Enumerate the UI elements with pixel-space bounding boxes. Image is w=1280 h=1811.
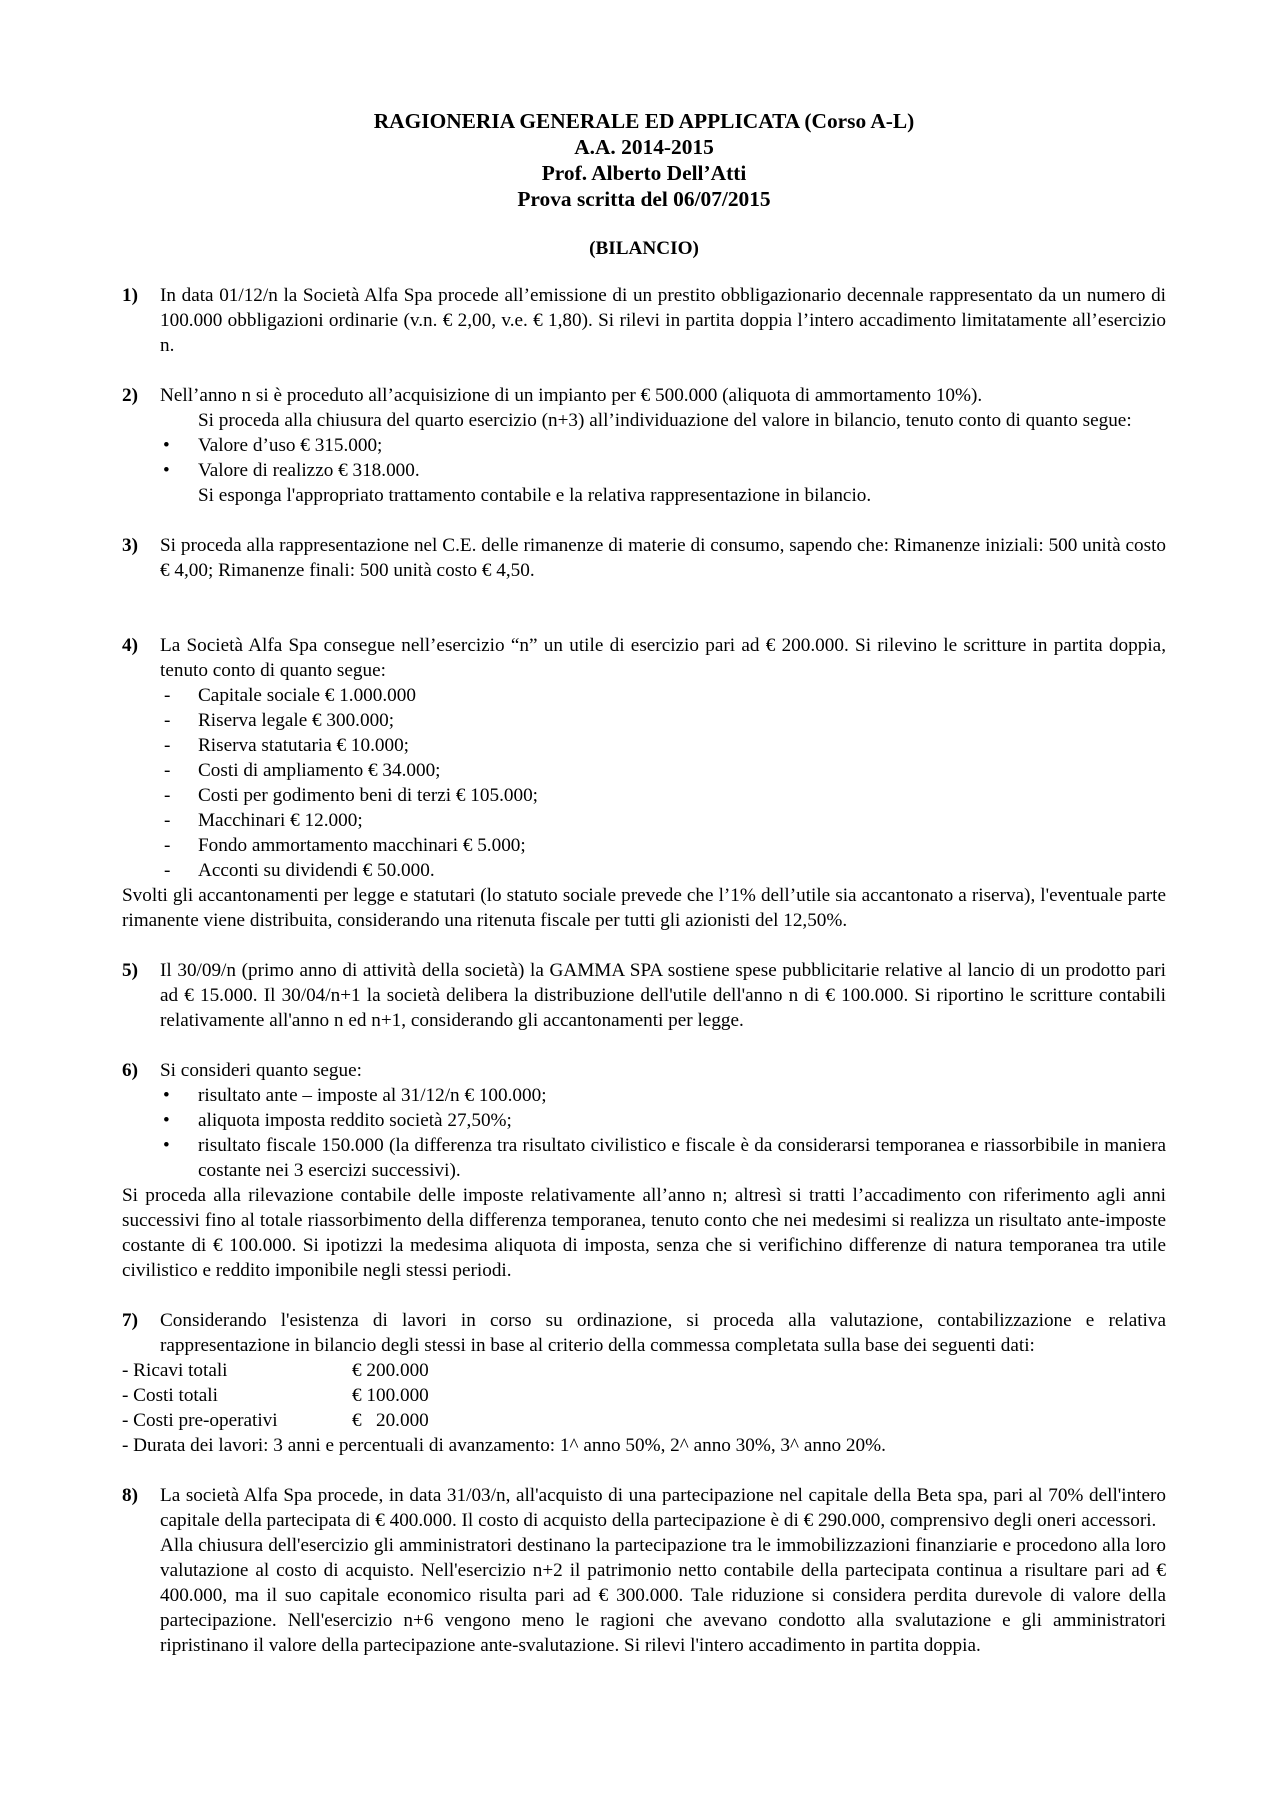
question-text-continued: Alla chiusura dell'esercizio gli amministratori destinano la partecipazione tra le immobilizzazioni finanziarie e procedono alla loro valutazione al costo di acquisto. Nell'esercizio n+2 il patrimonio netto contabile della partecipata continua a risultare pari ad € 400.000, ma il suo capitale economico risulta pari ad € 300.000. Tale riduzione si considera perdita durevole di valore della partecipazione. Nell'esercizio n+6 vengono meno le ragioni che avevano condotto alla svalutazione e gli amministratori ripristinano il valore della partecipazione ante-svalutazione. Si rilevi l'intero accadimento in partita doppia.: [160, 1535, 1166, 1656]
question-number: 6): [122, 1060, 138, 1081]
question-5: [122, 958, 1166, 1033]
question-intro: Nell’anno n si è proceduto all’acquisizione di un impianto per € 500.000 (aliquota di ammortamento 10%).: [160, 385, 983, 406]
question-text: Il 30/09/n (primo anno di attività della società) la GAMMA SPA sostiene spese pubblicitarie relative al lancio di un prodotto pari ad € 15.000. Il 30/04/n+1 la società delibera la distribuzione dell'utile dell'anno n di € 100.000. Si riportino le scritture contabili relativamente all'anno n ed n+1, considerando gli accantonamenti per legge.: [160, 960, 1166, 1031]
question-number: 2): [122, 385, 138, 406]
list-item: • risultato fiscale 150.000 (la differenza tra risultato civilistico e fiscale è da considerarsi temporanea e riassorbibile in maniera costante nei 3 esercizi successivi).: [160, 1133, 1166, 1183]
data-value: € 200.000: [352, 1360, 429, 1381]
question-text: La società Alfa Spa procede, in data 31/03/n, all'acquisto di una partecipazione nel capitale della Beta spa, pari al 70% dell'intero capitale della partecipata di € 400.000. Il costo di acquisto della partecipazione è di € 290.000, comprensivo degli oneri accessori.: [160, 1485, 1166, 1531]
academic-year: A.A. 2014-2015: [574, 135, 714, 159]
data-label: - Costi totali: [122, 1385, 218, 1406]
document-header: [122, 108, 1166, 212]
question-number: 4): [122, 635, 138, 656]
dash-list: [160, 683, 1166, 883]
list-item: - Fondo ammortamento macchinari € 5.000;: [160, 833, 1166, 858]
question-8: [122, 1483, 1166, 1658]
list-item: - Acconti su dividendi € 50.000.: [160, 858, 1166, 883]
question-number: 3): [122, 535, 138, 556]
question-number: 1): [122, 285, 138, 306]
duration-line: - Durata dei lavori: 3 anni e percentuali di avanzamento: 1^ anno 50%, 2^ anno 30%, 3^ anno 20%.: [122, 1435, 886, 1456]
question-3: [122, 533, 1166, 583]
question-number: 8): [122, 1485, 138, 1506]
data-value: € 20.000: [352, 1410, 429, 1431]
bullet-list: [160, 1083, 1166, 1183]
course-title: RAGIONERIA GENERALE ED APPLICATA (Corso A-L): [373, 109, 915, 133]
data-label: - Ricavi totali: [122, 1360, 228, 1381]
question-text: In data 01/12/n la Società Alfa Spa procede all’emissione di un prestito obbligazionario decennale rappresentato da un numero di 100.000 obbligazioni ordinarie (v.n. € 2,00, v.e. € 1,80). Si rilevi in partita doppia l’intero accadimento limitatamente all’esercizio n.: [160, 285, 1166, 356]
list-item: • Valore d’uso € 315.000;: [160, 433, 1166, 458]
list-item: - Costi per godimento beni di terzi € 105.000;: [160, 783, 1166, 808]
question-closing: Si esponga l'appropriato trattamento contabile e la relativa rappresentazione in bilancio.: [198, 485, 872, 506]
list-item: - Capitale sociale € 1.000.000: [160, 683, 1166, 708]
question-7: [122, 1308, 1166, 1358]
data-row-revenues: [122, 1358, 1166, 1383]
question-closing: Svolti gli accantonamenti per legge e statutari (lo statuto sociale prevede che l’1% dell’utile sia accantonato a riserva), l'eventuale parte rimanente viene distribuita, considerando una ritenuta fiscale per tutti gli azionisti del 12,50%.: [122, 885, 1166, 931]
data-value: € 100.000: [352, 1385, 429, 1406]
list-item: • risultato ante – imposte al 31/12/n € 100.000;: [160, 1083, 1166, 1108]
question-text: Si proceda alla rappresentazione nel C.E. delle rimanenze di materie di consumo, sapendo che: Rimanenze iniziali: 500 unità costo € 4,00; Rimanenze finali: 500 unità costo € 4,50.: [160, 535, 1166, 581]
exam-page: [122, 108, 1166, 1658]
list-item: • Valore di realizzo € 318.000.: [160, 458, 1166, 483]
list-item: - Riserva statutaria € 10.000;: [160, 733, 1166, 758]
question-1: [122, 283, 1166, 358]
question-number: 5): [122, 960, 138, 981]
question-intro: Si consideri quanto segue:: [160, 1060, 362, 1081]
bullet-list: [160, 433, 1166, 483]
question-text: Si proceda alla chiusura del quarto esercizio (n+3) all’individuazione del valore in bilancio, tenuto conto di quanto segue:: [198, 410, 1132, 431]
data-row-costs: [122, 1383, 1166, 1408]
question-4: [122, 633, 1166, 883]
question-6: [122, 1058, 1166, 1183]
question-intro: Considerando l'esistenza di lavori in corso su ordinazione, si proceda alla valutazione, contabilizzazione e relativa rappresentazione in bilancio degli stessi in base al criterio della commessa completata sulla base dei seguenti dati:: [160, 1310, 1166, 1356]
list-item: • aliquota imposta reddito società 27,50%;: [160, 1108, 1166, 1133]
question-closing: Si proceda alla rilevazione contabile delle imposte relativamente all’anno n; altresì si tratti l’accadimento con riferimento agli anni successivi fino al totale riassorbimento della differenza temporanea, tenuto conto che nei medesimi si realizza un risultato ante-imposte costante di € 100.000. Si ipotizzi la medesima aliquota di imposta, senza che si verifichino differenze di natura temporanea tra utile civilistico e reddito imponibile negli stessi periodi.: [122, 1185, 1166, 1281]
question-intro: La Società Alfa Spa consegue nell’esercizio “n” un utile di esercizio pari ad € 200.000. Si rilevino le scritture in partita doppia, tenuto conto di quanto segue:: [160, 635, 1166, 681]
list-item: - Riserva legale € 300.000;: [160, 708, 1166, 733]
data-row-preoperative-costs: [122, 1408, 1166, 1433]
list-item: - Macchinari € 12.000;: [160, 808, 1166, 833]
question-2: [122, 383, 1166, 508]
question-number: 7): [122, 1310, 138, 1331]
data-label: - Costi pre-operativi: [122, 1410, 278, 1431]
professor-name: Prof. Alberto Dell’Atti: [541, 161, 747, 185]
list-item: - Costi di ampliamento € 34.000;: [160, 758, 1166, 783]
section-title: (BILANCIO): [589, 238, 699, 259]
exam-date: Prova scritta del 06/07/2015: [517, 187, 771, 211]
